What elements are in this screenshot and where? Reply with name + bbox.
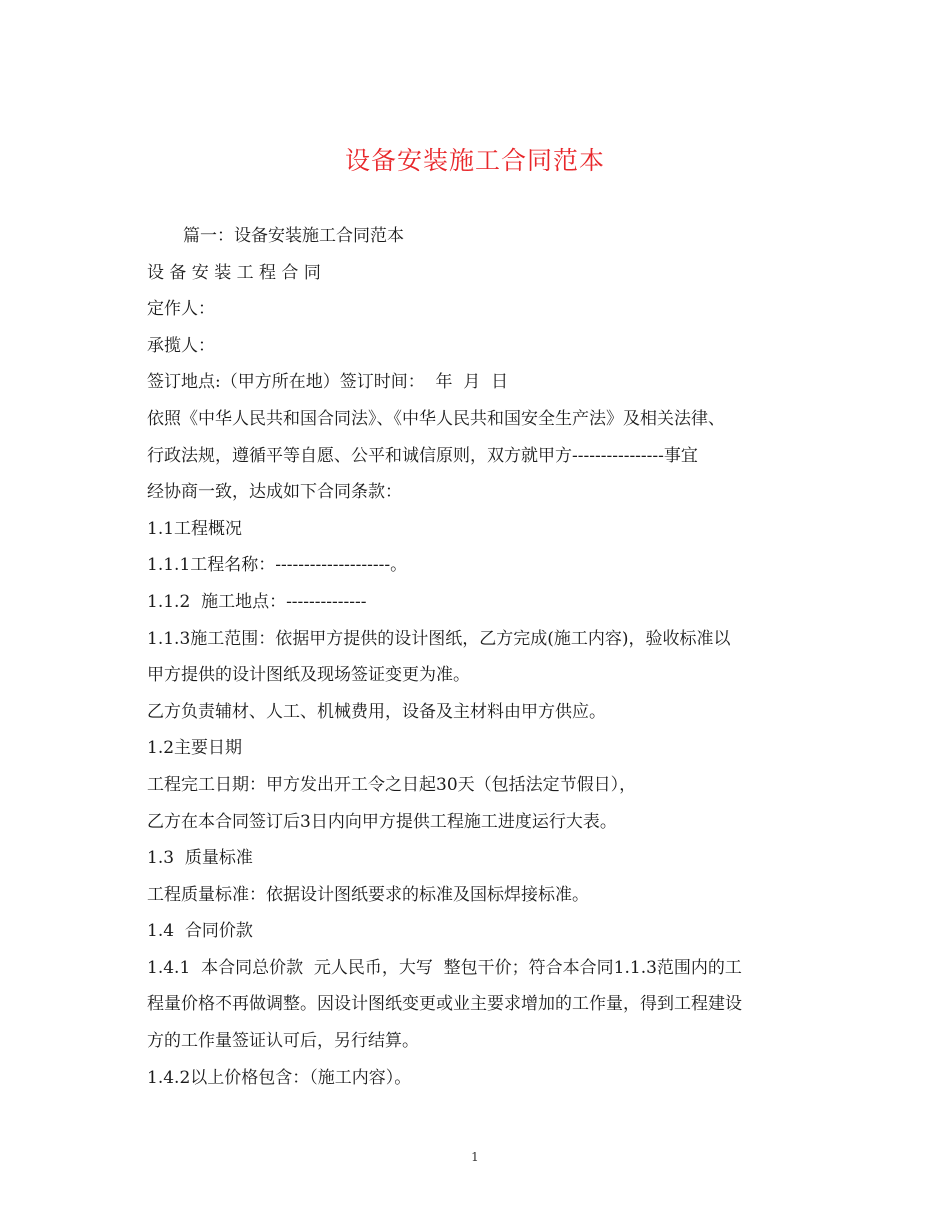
party-a-label: 定作人： xyxy=(147,299,215,320)
contract-title: 设 备 安 装 工 程 合 同 xyxy=(147,262,321,283)
document-body xyxy=(147,218,807,1096)
clause-line: 方的工作量签证认可后，另行结算。 xyxy=(147,1031,419,1052)
clause-line: 乙方在本合同签订后3日内向甲方提供工程施工进度运行大表。 xyxy=(147,811,617,832)
clause-line: 程量价格不再做调整。因设计图纸变更或业主要求增加的工作量，得到工程建设 xyxy=(147,994,742,1015)
clause-heading: 1.4 合同价款 xyxy=(147,921,253,942)
clause-line: 乙方负责辅材、人工、机械费用，设备及主材料由甲方供应。 xyxy=(147,701,606,722)
paragraph-line: 行政法规，遵循平等自愿、公平和诚信原则，双方就甲方----------------事宜 xyxy=(147,445,698,466)
clause-line: 工程完工日期：甲方发出开工令之日起30天（包括法定节假日）， xyxy=(147,774,637,795)
clause-line: 甲方提供的设计图纸及现场签证变更为准。 xyxy=(147,665,470,686)
signing-place-line: 签订地点:（甲方所在地）签订时间： 年 月 日 xyxy=(147,372,509,393)
clause-line: 1.1.3施工范围：依据甲方提供的设计图纸，乙方完成(施工内容)，验收标准以 xyxy=(147,628,731,649)
page-title: 设备安装施工合同范本 xyxy=(344,146,605,175)
paragraph-line: 经协商一致，达成如下合同条款： xyxy=(147,482,402,503)
section-heading: 篇一：设备安装施工合同范本 xyxy=(183,226,404,246)
clause-heading: 1.3 质量标准 xyxy=(147,848,253,869)
clause-heading: 1.1工程概况 xyxy=(147,518,243,539)
clause-heading: 1.2主要日期 xyxy=(147,738,243,759)
clause-line: 1.4.1 本合同总价款 元人民币，大写 整包干价；符合本合同1.1.3范围内的工 xyxy=(147,957,742,978)
clause-line: 工程质量标准：依据设计图纸要求的标准及国标焊接标准。 xyxy=(147,884,589,905)
clause-line: 1.1.2 施工地点：-------------- xyxy=(147,591,367,612)
paragraph-line: 依照《中华人民共和国合同法》、《中华人民共和国安全生产法》及相关法律、 xyxy=(147,408,725,429)
party-b-label: 承揽人： xyxy=(147,335,215,356)
clause-line: 1.4.2以上价格包含：（施工内容）。 xyxy=(147,1067,412,1088)
clause-line: 1.1.1工程名称：--------------------。 xyxy=(147,555,408,576)
page-number: 1 xyxy=(471,1150,479,1164)
